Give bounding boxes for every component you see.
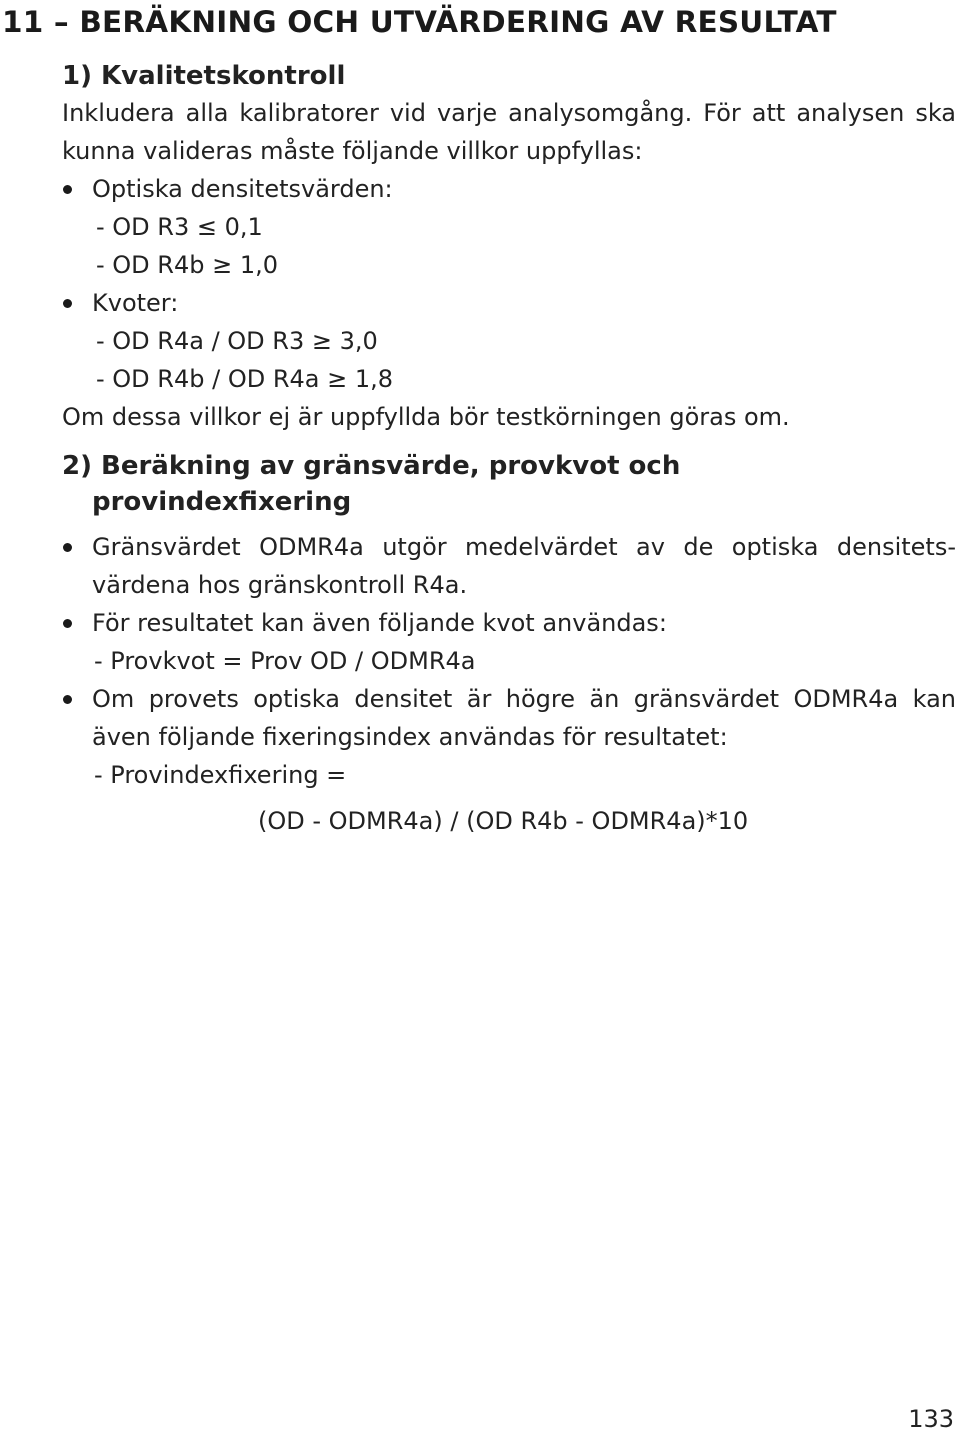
- page-number: 133: [908, 1405, 954, 1433]
- heading-line-1: 2) Beräkning av gränsvärde, provkvot och: [62, 451, 681, 481]
- bullet-icon: [63, 185, 72, 194]
- section-heading-calculation: [62, 448, 956, 520]
- bullet-text: Gränsvärdet ODMR4a utgör medelvärdet av de optiska densitets-värdena hos gränskontroll R4a.: [92, 533, 956, 599]
- list-item-ratios: [62, 284, 956, 322]
- bullet-icon: [63, 695, 72, 704]
- closing-paragraph: Om dessa villkor ej är uppfyllda bör testkörningen göras om.: [62, 403, 790, 431]
- bullet-text: För resultatet kan även följande kvot användas:: [92, 609, 667, 637]
- condition-ratio-r4a-r3: - OD R4a / OD R3 ≥ 3,0: [96, 327, 378, 355]
- heading-line-2: provindexfixering: [92, 487, 352, 517]
- condition-od-r3: - OD R3 ≤ 0,1: [96, 213, 263, 241]
- list-item-optical-density: [62, 170, 956, 208]
- condition-ratio-r4b-r4a: - OD R4b / OD R4a ≥ 1,8: [96, 365, 393, 393]
- bullet-text: Kvoter:: [92, 289, 179, 317]
- bullet-icon: [63, 299, 72, 308]
- bullet-icon: [63, 619, 72, 628]
- bullet-icon: [63, 543, 72, 552]
- list-item-cutoff-value: [62, 528, 956, 604]
- document-body: [62, 58, 956, 840]
- provindex-label: - Provindexfixering =: [94, 761, 347, 789]
- bullet-text: Optiska densitetsvärden:: [92, 175, 393, 203]
- page-title: 11 – BERÄKNING OCH UTVÄRDERING AV RESULTAT: [2, 5, 837, 39]
- intro-paragraph: Inkludera alla kalibratorer vid varje analysomgång. För att analysen ska kunna valideras måste följande villkor uppfyllas:: [62, 99, 956, 165]
- provkvot-formula: - Provkvot = Prov OD / ODMR4a: [94, 647, 476, 675]
- condition-od-r4b: - OD R4b ≥ 1,0: [96, 251, 279, 279]
- bullet-text: Om provets optiska densitet är högre än gränsvärdet ODMR4a kan även följande fixeringsindex användas för resultatet:: [92, 685, 956, 751]
- list-item-fixation-index: [62, 680, 956, 756]
- section-heading-quality-control: 1) Kvalitetskontroll: [62, 61, 346, 91]
- list-item-sample-ratio: [62, 604, 956, 642]
- provindex-formula: (OD - ODMR4a) / (OD R4b - ODMR4a)*10: [258, 807, 749, 835]
